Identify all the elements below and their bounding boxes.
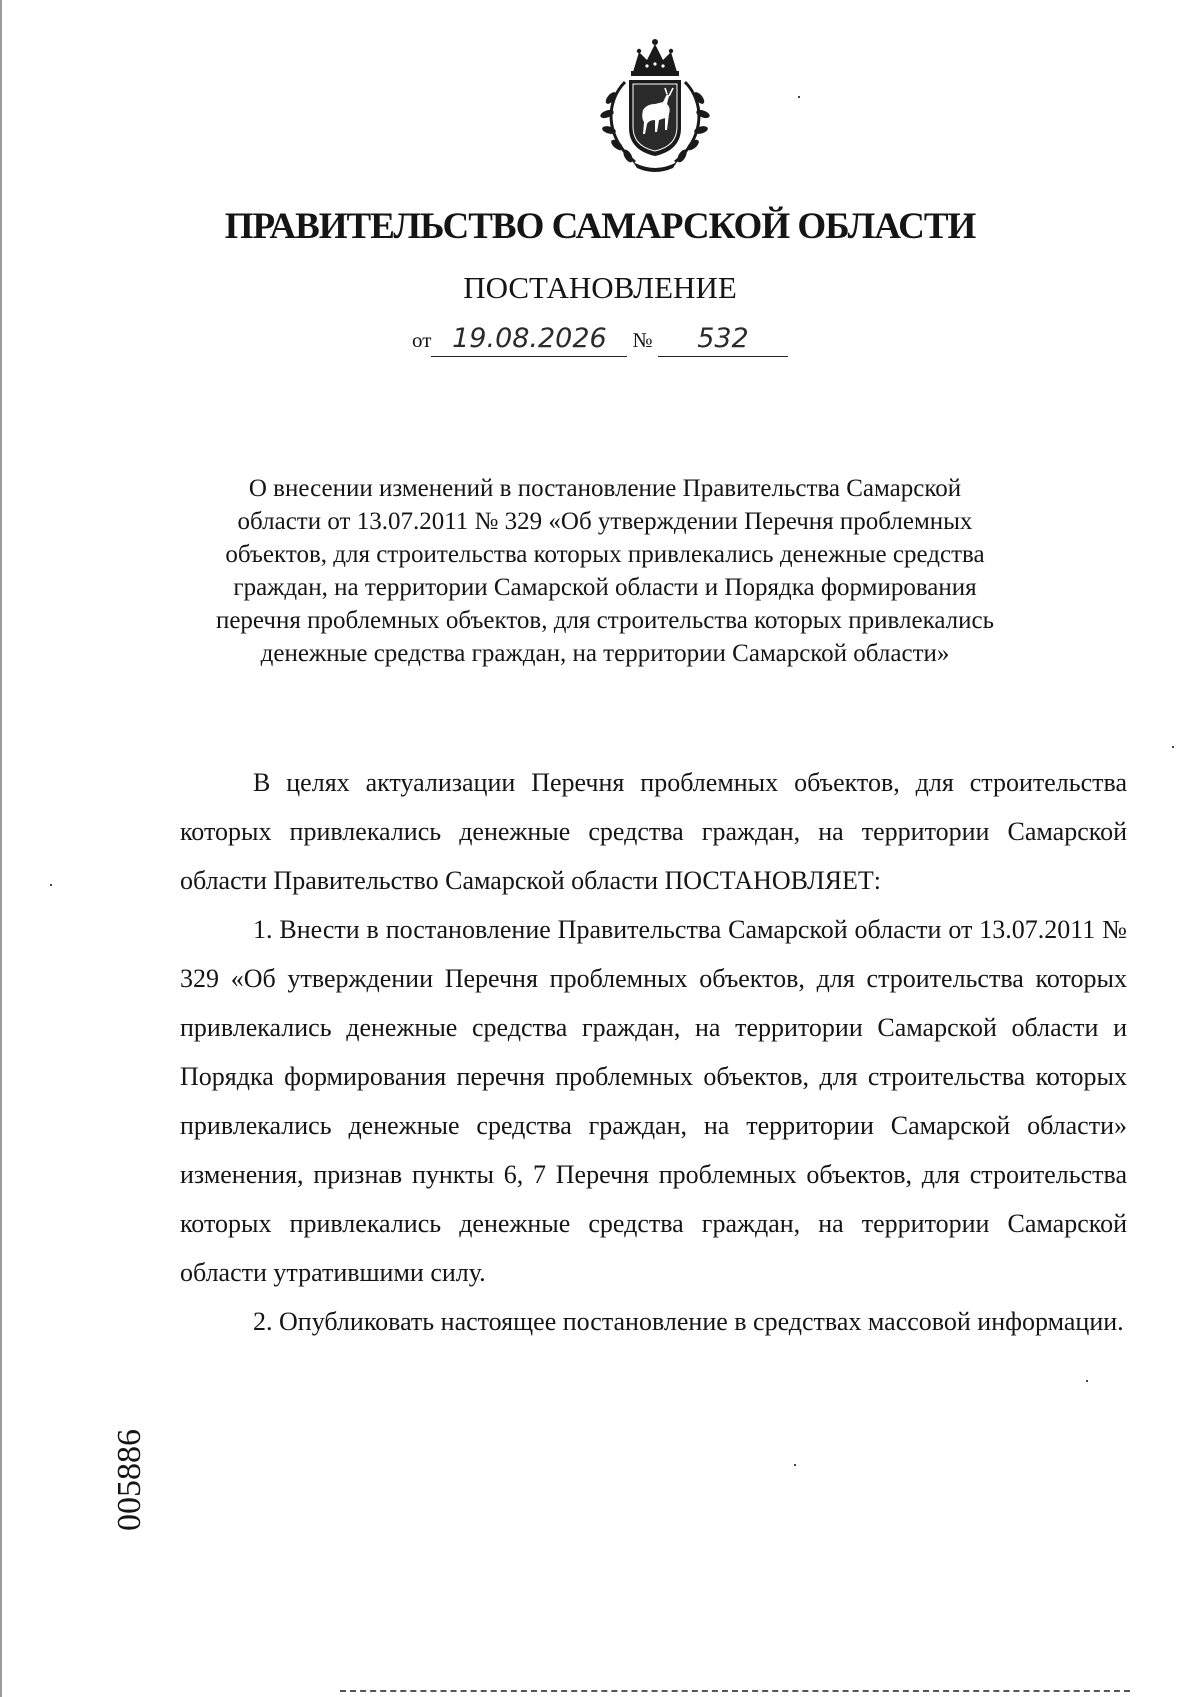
subject-line: О внесении изменений в постановление Правительства Самарской <box>248 475 962 502</box>
scan-speck <box>798 96 800 98</box>
date-number-line <box>0 322 1200 357</box>
samara-coat-of-arms-icon <box>595 38 715 174</box>
subject-line: перечня проблемных объектов, для строительства которых привлекались <box>215 607 995 634</box>
body-paragraph-preamble: В целях актуализации Перечня проблемных объектов, для строительства которых привлекались денежные средства граждан, на территории Самарской области Правительство Самарской области ПОСТАНОВЛЯЕТ: <box>180 768 1127 895</box>
subject-line: области от 13.07.2011 № 329 «Об утверждении Перечня проблемных <box>237 508 973 535</box>
subject-line: денежные средства граждан, на территории Самарской области» <box>260 640 950 667</box>
handwritten-number: 532 <box>658 322 788 357</box>
document-type: ПОСТАНОВЛЕНИЕ <box>463 270 737 305</box>
document-body <box>180 758 1127 1346</box>
scan-speck <box>794 1464 796 1466</box>
body-paragraph-item-2: 2. Опубликовать настоящее постановление в средствах массовой информации. <box>253 1307 1124 1336</box>
stamp-serial-number: 005886 <box>111 1429 148 1531</box>
handwritten-date: 19.08.2026 <box>431 322 627 357</box>
bottom-scan-artifact <box>340 1690 1130 1692</box>
body-paragraph-item-1: 1. Внести в постановление Правительства Самарской области от 13.07.2011 № 329 «Об утверждении Перечня проблемных объектов, для строительства которых привлекались денежные средства граждан, на территории Самарской области и Порядка формирования перечня проблемных объектов, для строительства которых привлекались денежные средства граждан, на территории Самарской области» изменения, признав пункты 6, 7 Перечня проблемных объектов, для строительства которых привлекались денежные средства граждан, на территории Самарской области утратившими силу. <box>180 915 1127 1287</box>
scan-speck <box>50 884 52 886</box>
page-edge <box>0 0 2 1697</box>
scan-speck <box>1172 746 1174 748</box>
subject-line: граждан, на территории Самарской области и Порядка формирования <box>233 574 977 601</box>
subject-line: объектов, для строительства которых привлекались денежные средства <box>225 541 985 568</box>
organization-title: ПРАВИТЕЛЬСТВО САМАРСКОЙ ОБЛАСТИ <box>224 206 976 247</box>
scan-speck <box>1086 1380 1088 1382</box>
date-prefix: от <box>412 328 432 352</box>
document-subject <box>180 472 1030 670</box>
number-prefix: № <box>632 328 653 352</box>
